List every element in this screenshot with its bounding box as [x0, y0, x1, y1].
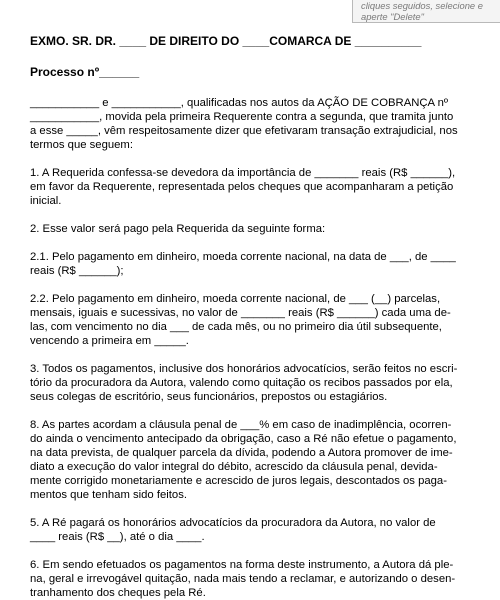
text-line: tório da procuradora da Autora, valendo como quitação os recibos passados por ela,	[30, 377, 453, 389]
clause-3	[30, 362, 470, 404]
clause-8	[30, 418, 470, 502]
text-line: ___________, movida pela primeira Requerente contra a segunda, que tramita junto	[30, 111, 454, 123]
text-line: 2. Esse valor será pago pela Requerida da seguinte forma:	[30, 223, 326, 235]
text-line: mente corrigido monetariamente e acrescido de juros legais, descontados os paga-	[30, 475, 447, 487]
text-line: 2.2. Pelo pagamento em dinheiro, moeda corrente nacional, de ___ (__) parcelas,	[30, 293, 441, 305]
text-line: ____ reais (R$ __), até o dia ____.	[30, 531, 205, 543]
text-line: diato a execução do valor integral do débito, acrescido da cláusula penal, devida-	[30, 461, 438, 473]
text-line: seus colegas de escritório, seus funcionários, prepostos ou estagiários.	[30, 391, 388, 403]
text-line: ___________ e ___________, qualificadas nos autos da AÇÃO DE COBRANÇA nº	[30, 97, 449, 109]
text-line: las, com vencimento no dia ___ de cada mês, ou no primeiro dia útil subsequente,	[30, 321, 442, 333]
text-line: 1. A Requerida confessa-se devedora da importância de _______ reais (R$ ______),	[30, 167, 456, 179]
text-line: inicial.	[30, 195, 62, 207]
text-line: do ainda o vencimento antecipado da obrigação, caso a Ré não efetue o pagamento,	[30, 433, 457, 445]
tooltip-line: aperte "Delete"	[361, 11, 424, 22]
text-line: em favor da Requerente, representada pelos cheques que acompanharam a petição	[30, 181, 454, 193]
text-line: 6. Em sendo efetuados os pagamentos na forma deste instrumento, a Autora dá ple-	[30, 559, 454, 571]
text-line: 5. A Ré pagará os honorários advocatícios da procuradora da Autora, no valor de	[30, 517, 436, 529]
clause-2-1	[30, 250, 470, 278]
document-header: EXMO. SR. DR. ____ DE DIREITO DO ____COMARCA DE __________	[30, 34, 422, 48]
text-line: na data prevista, de qualquer parcela da dívida, podendo a Autora promover de ime-	[30, 447, 453, 459]
legal-document	[30, 34, 470, 600]
text-line: na, geral e irrevogável quitação, nada mais tendo a reclamar, e autorizando o desen-	[30, 573, 456, 585]
clause-5	[30, 516, 470, 544]
instruction-tooltip	[352, 0, 500, 23]
text-line: tranhamento dos cheques pela Ré.	[30, 587, 206, 599]
text-line: 8. As partes acordam a cláusula penal de ___% em caso de inadimplência, ocorren-	[30, 419, 452, 431]
case-number-label: Processo nº______	[30, 65, 140, 79]
clause-6	[30, 558, 470, 600]
clause-2	[30, 222, 470, 236]
text-line: mentos que tenham sido feitos.	[30, 489, 187, 501]
text-line: termos que seguem:	[30, 139, 133, 151]
intro-paragraph	[30, 96, 470, 152]
text-line: 2.1. Pelo pagamento em dinheiro, moeda corrente nacional, na data de ___, de ____	[30, 251, 456, 263]
clause-1	[30, 166, 470, 208]
tooltip-line: cliques seguidos, selecione e	[361, 0, 483, 11]
text-line: 3. Todos os pagamentos, inclusive dos honorários advocatícios, serão feitos no escri-	[30, 363, 458, 375]
clause-2-2	[30, 292, 470, 348]
text-line: a esse _____, vêm respeitosamente dizer que efetivaram transação extrajudicial, nos	[30, 125, 458, 137]
text-line: mensais, iguais e sucessivas, no valor de _______ reais (R$ ______) cada uma de-	[30, 307, 451, 319]
text-line: vencendo a primeira em _____.	[30, 335, 189, 347]
text-line: reais (R$ ______);	[30, 265, 124, 277]
